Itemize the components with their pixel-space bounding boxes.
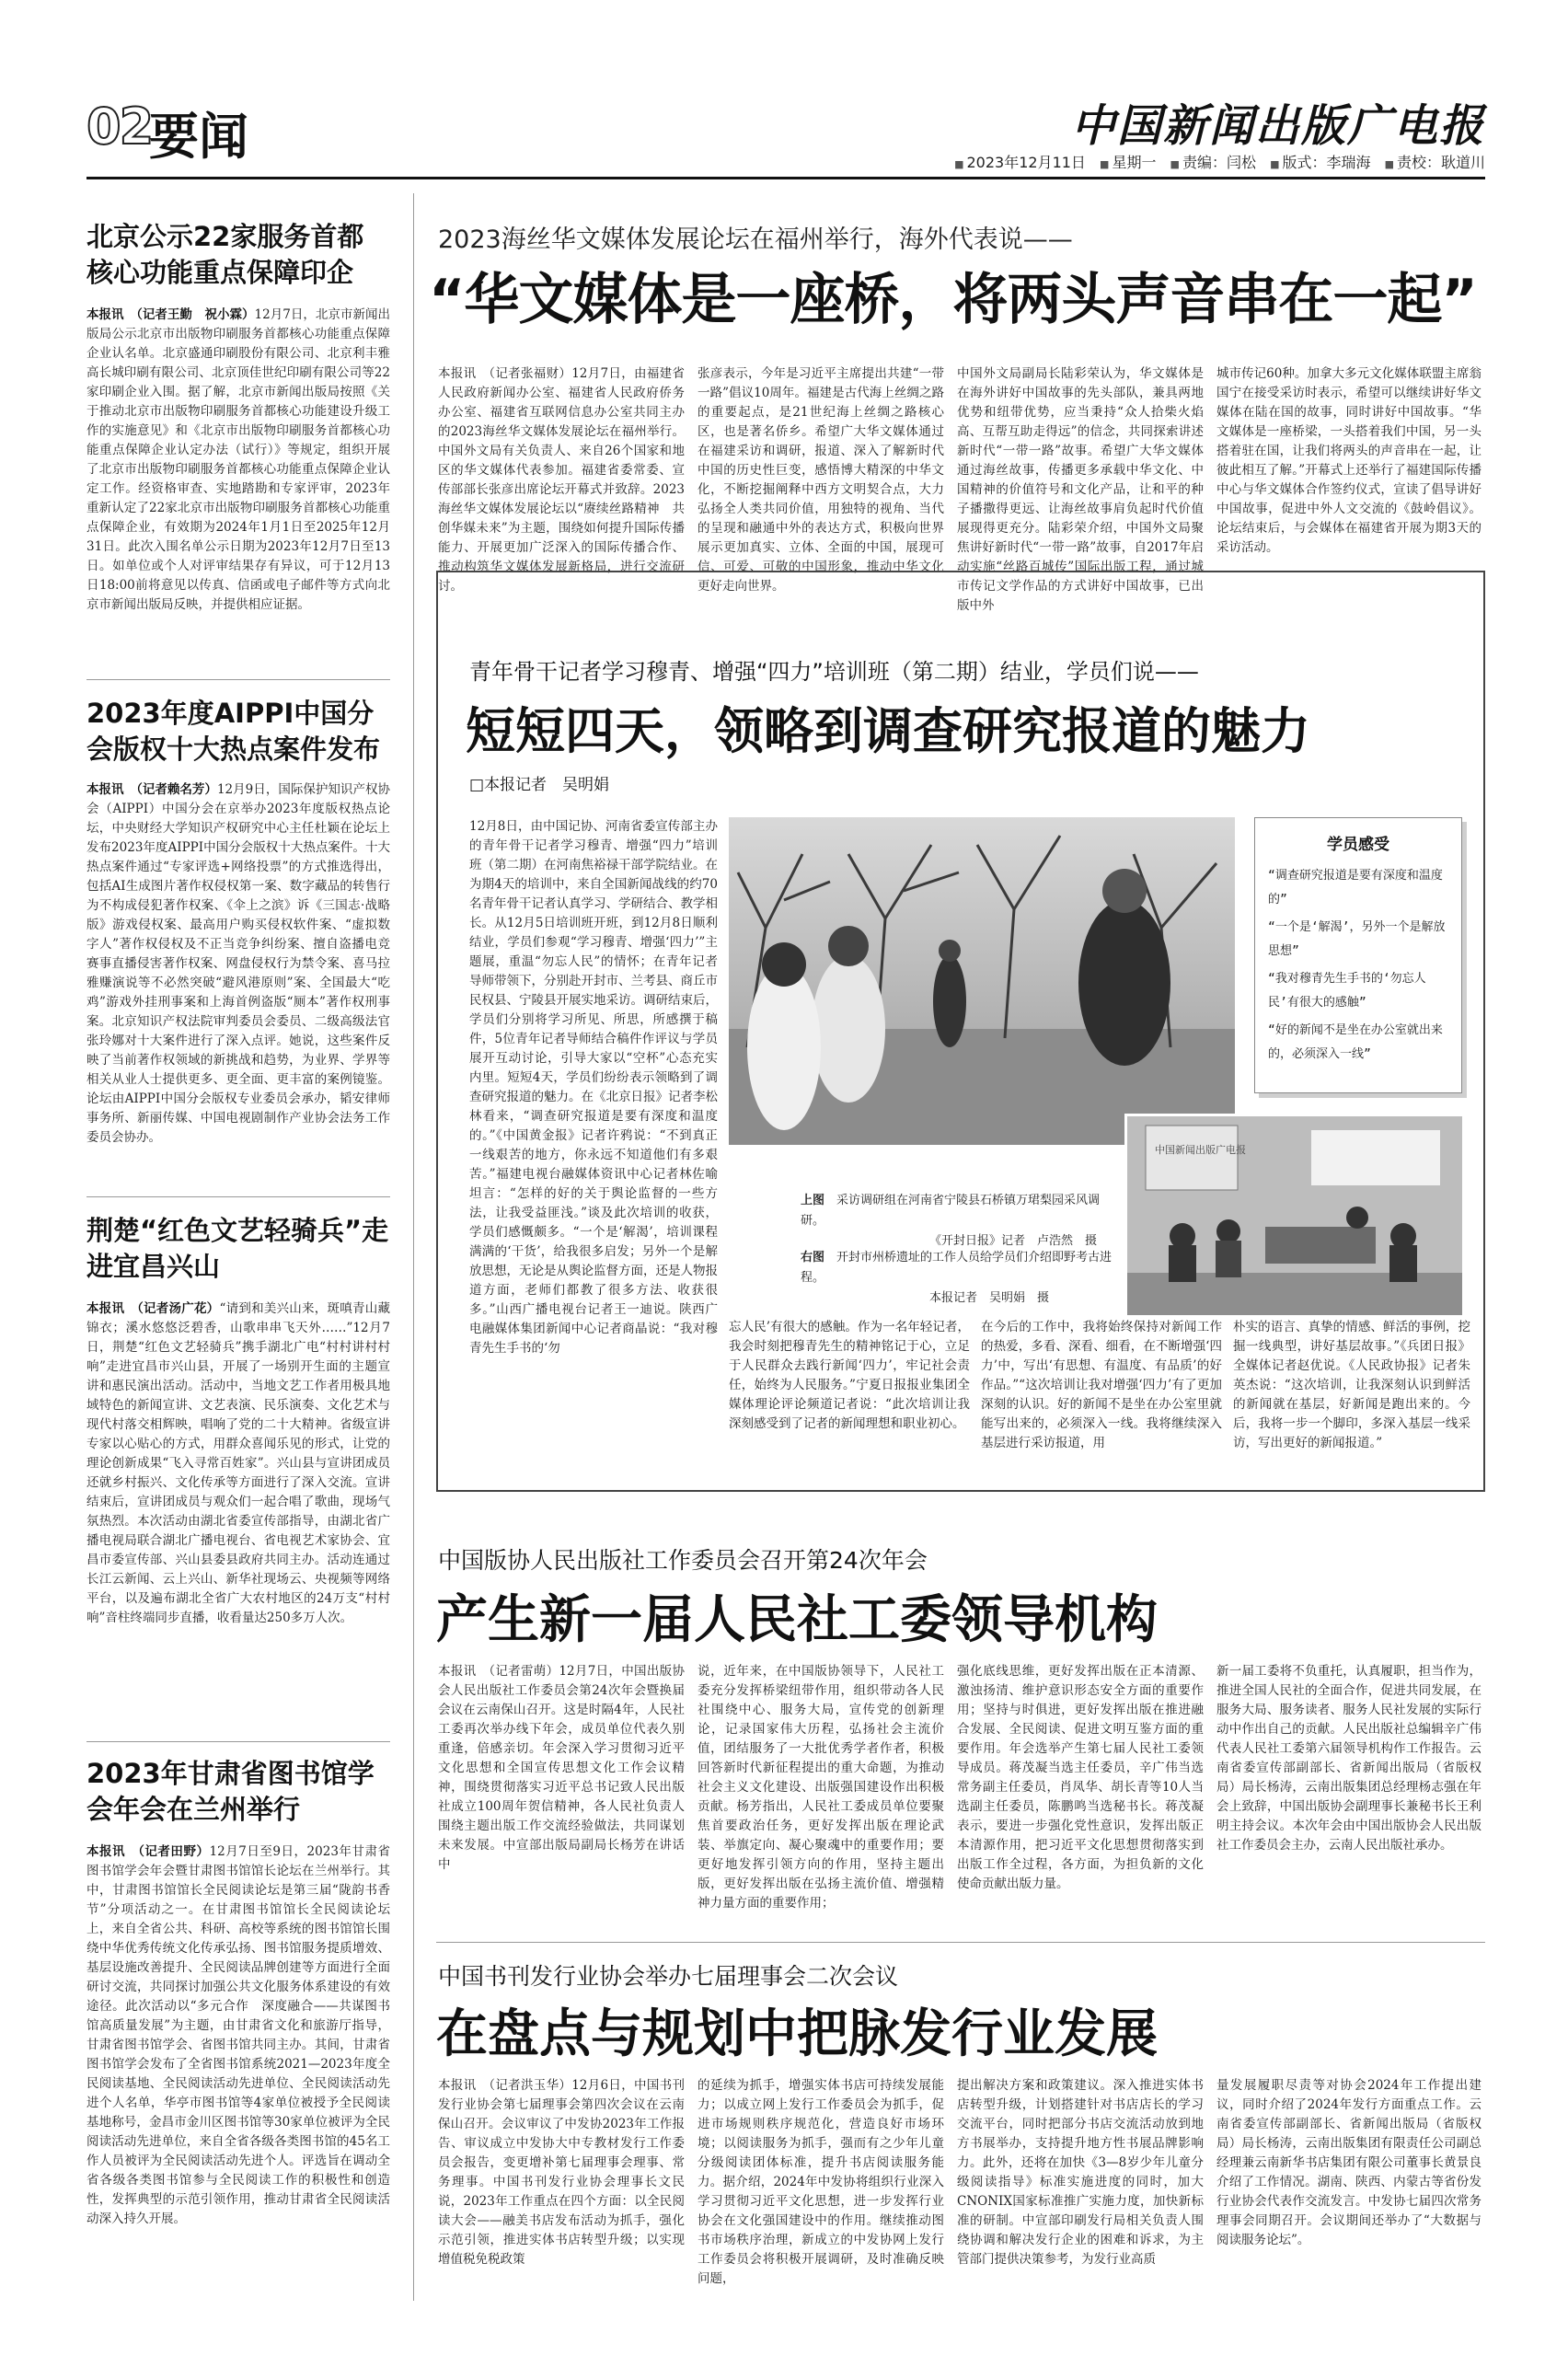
left-article-4-title: 2023年甘肃省图书馆学会年会在兰州举行 xyxy=(86,1758,375,1825)
caption-top-label: 上图 xyxy=(801,1194,825,1207)
left-divider-2 xyxy=(86,1196,390,1197)
issue-proofreader: ■ 责校：耿道川 xyxy=(1385,154,1485,171)
left-article-4-lead: 本报讯 （记者田野） xyxy=(86,1844,210,1859)
feature-bottom-column-2-text: 在今后的工作中，我将始终保持对新闻工作的热爱，多看、深看、细看，在不断增强‘四力’中，写出‘有思想、有温度、有品质’的好作品。”“这次培训让我对增强‘四力’有了更加深刻的认识。好的新闻不是坐在办公室里就能写出来的，必须深入一线。我将继续深入基层进行采访报道，用 xyxy=(981,1320,1222,1450)
masthead-rule xyxy=(86,177,1485,179)
feature-headline: 短短四天，领略到调查研究报道的魅力 xyxy=(466,702,1310,760)
feedback-quote-list xyxy=(1268,864,1452,1070)
issue-editor: ■ 责编：闫松 xyxy=(1170,154,1256,171)
article3-column-2-text: 说，近年来，在中国版协领导下，人民社工委充分发挥桥梁纽带作用，组织带动各人民社围绕中心、服务大局，宣传党的创新理论，记录国家伟大历程，弘扬社会主流价值，团结服务了一大批优秀学者作者，积极回答新时代新征程提出的重大命题，为推动社会主义文化建设、出版强国建设作出积极贡献。杨芳指出，人民社工委成员单位要聚焦首要政治任务，更好发挥出版在理论武装、举旗定向、凝心聚魂中的重要作用；要更好地发挥引领方向的作用，坚持主题出版，更好发挥出版在弘扬主流价值、增强精神力量方面的重要作用； xyxy=(698,1664,944,1911)
issue-weekday: ■ 星期一 xyxy=(1100,154,1156,171)
lead-column-1-text: 本报讯 （记者张福财）12月7日，由福建省人民政府新闻办公室、福建省人民政府侨务办公室、福建省互联网信息办公室共同主办的2023海丝华文媒体发展论坛在福州举行。中国外文局有关负责人、来自26个国家和地区的华文媒体代表参加。福建省委常委、宣传部部长张彦出席论坛开幕式并致辞。2023海丝华文媒体发展论坛以“赓续丝路精神 共创华媒未来”为主题，围绕如何提升国际传播能力、开展更加广泛深入的国际传播合作、推动构筑华文媒体发展新格局，进行交流研讨。 xyxy=(438,366,685,594)
feature-bottom-column-1-text: 忘人民’有很大的感触。作为一名年轻记者，我会时刻把穆青先生的精神铭记于心，立足于人民群众去践行新闻‘四力’，牢记社会责任，始终为人民服务。”宁夏日报报业集团全媒体理论评论频道记者说：“此次培训让我深刻感受到了记者的新闻理想和职业初心。 xyxy=(729,1320,970,1431)
feedback-quote: “一个是‘解渴’，另外一个是解放思想” xyxy=(1268,920,1446,958)
caption-right-label: 右图 xyxy=(801,1251,825,1265)
article4-column-2-text: 的延续为抓手，增强实体书店可持续发展能力；以成立网上发行工作委员会为抓手，促进市场规则秩序规范化，营造良好市场环境；以阅读服务为抓手，强而有之少年儿童分级阅读团体标准，提升书店阅读服务能力。据介绍，2024年中发协将组织行业深入学习贯彻习近平文化思想，进一步发挥行业协会在文化强国建设中的作用。继续推动图书市场秩序治理，新成立的中发协网上发行工作委员会将积极开展调研，及时准确反映问题， xyxy=(698,2078,944,2286)
article3-headline: 产生新一届人民社工委领导机构 xyxy=(436,1590,1158,1650)
caption-right xyxy=(801,1248,1113,1309)
article3-column-3-text: 强化底线思维，更好发挥出版在正本清源、激浊扬清、维护意识形态安全方面的重要作用；坚持与时俱进，更好发挥出版在推进融合发展、全民阅读、促进文明互鉴方面的重要作用。年会选举产生第七届人民社工委领导成员。蒋茂凝当选主任委员，辛广伟当选常务副主任委员，肖凤华、胡长青等10人当选副主任委员，陈鹏鸣当选秘书长。蒋茂凝表示，要进一步强化党性意识，发挥出版正本清源作用，把习近平文化思想贯彻落实到出版工作全过程，各方面，为担负新的文化使命贡献出版力量。 xyxy=(957,1664,1204,1891)
feature-bottom-column-2 xyxy=(981,1318,1222,1476)
lead-column-3 xyxy=(957,364,1204,613)
feature-photo-meeting xyxy=(1124,1114,1465,1318)
feature-intro-text: 12月8日，由中国记协、河南省委宣传部主办的青年骨干记者学习穆青、增强“四力”培训班（第二期）在河南焦裕禄干部学院结业。在为期4天的培训中，来自全国新闻战线的约70名青年骨干记者认真学习、学研结合、教学相长。从12月5日培训班开班，到12月8日顺利结业，学员们参观“学习穆青、增强‘四力’”主题展，重温“勿忘人民”的情怀；在青年记者导师带领下，分别赴开封市、兰考县、商丘市民权县、宁陵县开展实地采访。调研结束后，学员们分别将学习所见、所思，所感撰于稿件，5位青年记者导师结合稿件作评议与学员展开互动讨论，引导大家以“空杯”心态充实内里。短短4天，学员们纷纷表示领略到了调查研究报道的魅力。在《北京日报》记者李松林看来，“调查研究报道是要有深度和温度的。”《中国黄金报》记者许鸦说：“不到真正一线艰苦的地方，你永远不知道他们有多艰苦。”福建电视台融媒体资讯中心记者林佐喻坦言：“怎样的好的关于舆论监督的一些方法，让我受益匪浅。”谈及此次培训的收获，学员们感慨颇多。“一个是‘解渴’，培训课程满满的‘干货’，给我很多启发；另外一个是解放思想，无论是从舆论监督方面，还是人物报道方面，老师们都教了很多方法、收获很多。”山西广播电视台记者王一迪说。陕西广电融媒体集团新闻中心记者商晶说：“我对穆青先生手书的‘勿 xyxy=(469,819,718,1356)
caption-right-credit: 本报记者 吴明娟 摄 xyxy=(929,1291,1050,1305)
feedback-quote: “我对穆青先生手书的‘勿忘人民’有很大的感触” xyxy=(1268,972,1426,1010)
article4-column-2 xyxy=(698,2076,944,2301)
article-divider xyxy=(436,1942,1485,1943)
left-article-1-title: 北京公示22家服务首都核心功能重点保障印企 xyxy=(86,221,364,288)
feature-kicker: 青年骨干记者学习穆青、增强“四力”培训班（第二期）结业，学员们说—— xyxy=(469,659,1199,685)
article4-column-1-text: 本报讯 （记者洪玉华）12月6日，中国书刊发行业协会第七届理事会第四次会议在云南保山召开。会议审议了中发协2023年工作报告、审议成立中发协大中专教材发行工作委员会报告，变更增补第七届理事会理事、常务理事。中国书刊发行业协会理事长文民说，2023年工作重点在四个方面：以全民阅读大会——融美书店发布活动为抓手，强化示范引领，推进实体书店转型升级；以实现增值税免税政策 xyxy=(438,2078,685,2267)
article3-column-4-text: 新一届工委将不负重托，认真履职，担当作为，推进全国人民社的全面合作，促进共同发展，在服务大局、服务读者、服务人民社发展的实际行动中作出自己的贡献。人民出版社总编辑辛广伟代表人民社工委第六届领导机构作工作报告。云南省委宣传部副部长、省新闻出版局（省版权局）局长杨涛，云南出版集团总经理杨志强在年会上致辞，中国出版协会副理事长兼秘书长王利明主持会议。本次年会由中国出版协会人民出版社工作委员会主办，云南人民出版社承办。 xyxy=(1216,1664,1482,1853)
lead-column-1 xyxy=(438,364,685,594)
left-article-2-body xyxy=(86,780,390,1178)
left-divider-3 xyxy=(86,1741,390,1742)
lead-column-4 xyxy=(1216,364,1482,558)
article4-kicker: 中国书刊发行业协会举办七届理事会二次会议 xyxy=(438,1963,899,1990)
article3-column-1-text: 本报讯 （记者雷萌）12月7日，中国出版协会人民出版社工作委员会第24次年会暨换届会议在云南保山召开。这是时隔4年，人民社工委再次举办线下年会，成员单位代表久别重逢，倍感亲切。年会深入学习贯彻习近平文化思想和全国宣传思想文化工作会议精神，围绕贯彻落实习近平总书记致人民出版社成立100周年贺信精神，各人民社负责人围绕主题出版工作交流经验做法，共同谋划未来发展。中宣部出版局副局长杨芳在讲话中 xyxy=(438,1664,685,1872)
caption-top-credit: 《开封日报》记者 卢浩然 摄 xyxy=(929,1234,1098,1248)
caption-top-text: 采访调研组在河南省宁陵县石桥镇万珺梨园采风调研。 xyxy=(801,1194,1101,1228)
article4-column-3 xyxy=(957,2076,1204,2301)
feature-bottom-column-3 xyxy=(1233,1318,1470,1476)
feature-byline: □本报记者 吴明娟 xyxy=(469,776,610,794)
student-feedback-box xyxy=(1254,817,1462,1093)
lead-column-3-text: 中国外文局副局长陆彩荣认为，华文媒体是在海外讲好中国故事的先头部队，兼具两地优势和纽带优势，应当秉持“众人拾柴火焰高、互帮互助走得远”的信念，共同探索讲述新时代“一带一路”故事。希望广大华文媒体通过海丝故事，传播更多承载中华文化、中国精神的价值符号和文化产品，让和平的种子播撒得更远、让海丝故事肩负起时代价值展现得更充分。陆彩荣介绍，中国外文局聚焦讲好新时代“一带一路”故事，自2017年启动实施“丝路百城传”国际出版工程，通过城市传记文学作品的方式讲好中国故事，已出版中外 xyxy=(957,366,1204,613)
article3-column-4 xyxy=(1216,1662,1482,1936)
left-article-4-text: 12月7日至9日，2023年甘肃省图书馆学会年会暨甘肃图书馆馆长论坛在兰州举行。其中，甘肃图书馆馆长全民阅读论坛是第三届“陇韵书香节”分项活动之一。在甘肃图书馆馆长全民阅读论坛上，来自全省公共、科研、高校等系统的图书馆馆长围绕中华优秀传统文化传承弘扬、图书馆服务提质增效、基层设施改善提升、全民阅读品牌创建等方面进行全面研讨交流，共同探讨加强公共文化服务体系建设的有效途径。此次活动以“多元合作 深度融合——共谋图书馆高质量发展”为主题，由甘肃省文化和旅游厅指导，甘肃省图书馆学会、省图书馆共同主办。其间，甘肃省图书馆学会发布了全省图书馆系统2021—2023年度全民阅读基地、全民阅读活动先进单位、全民阅读活动先进个人名单，华亭市图书馆等4家单位被授予全民阅读基地称号，金昌市金川区图书馆等30家单位被评为全民阅读活动先进单位，来自全省各级各类图书馆的45名工作人员被评为全民阅读活动先进个人。评选旨在调动全省各级各类图书馆参与全民阅读工作的积极性和创造性，发挥典型的示范引领作用，推动甘肃省全民阅读活动深入持久开展。 xyxy=(86,1844,391,2226)
left-article-2-lead: 本报讯 （记者赖名芳） xyxy=(86,782,217,797)
article4-column-1 xyxy=(438,2076,685,2301)
article4-column-3-text: 提出解决方案和政策建议。深入推进实体书店转型升级，计划搭建针对书店店长的学习交流平台，同时把部分书店交流活动放到地方书展举办，支持提升地方性书展品牌影响力。此外，还将在加快《3—8岁少年儿童分级阅读指导》标准实施进度的同时，加大CNONIX国家标准推广实施力度，加快新标准的研制。中宣部印刷发行局相关负责人围绕协调和解决发行企业的困难和诉求，为主管部门提供决策参考，为发行业高质 xyxy=(957,2078,1204,2267)
article4-column-4 xyxy=(1216,2076,1482,2301)
page-number: 02 xyxy=(86,98,153,156)
section-title: 要闻 xyxy=(149,108,248,166)
feature-bottom-column-1 xyxy=(729,1318,970,1476)
feature-photo-orchard xyxy=(729,817,1235,1145)
left-article-1-lead: 本报讯 （记者王勤 祝小霖） xyxy=(86,307,255,322)
article4-headline: 在盘点与规划中把脉发行业发展 xyxy=(436,2004,1158,2064)
issue-meta xyxy=(954,151,1485,172)
left-article-3-text: “请到和美兴山来，斑嗔青山藏锦衣；溪水悠悠泛碧香，山歌串串飞天外……”12月7日，荆楚“红色文艺轻骑兵”携手湖北广电“村村讲村村响”走进宜昌市兴山县，开展了一场别开生面的主题宣讲和惠民演出活动。活动中，当地文艺工作者用极具地域特色的新闻宣讲、文艺表演、民乐演奏、文化艺术与现代村落交相辉映，唱响了党的二十大精神。省级宣讲专家以心贴心的方式，用群众喜闻乐见的形式，让党的理论创新成果“飞入寻常百姓家”。兴山县与宣讲团成员还就乡村振兴、文化传承等方面进行了深入交流。宣讲结束后，宣讲团成员与观众们一起合唱了歌曲，现场气氛热烈。本次活动由湖北省委宣传部指导，由湖北省广播电视局联合湖北广播电视台、省电视艺术家协会、宜昌市委宣传部、兴山县委县政府共同主办。活动连通过长江云新闻、云上兴山、新华社现场云、央视频等网络平台，以及遍布湖北全省广大农村地区的24万支“村村响”音柱终端同步直播，收看量达250多万人次。 xyxy=(86,1301,391,1625)
left-article-1-text: 12月7日，北京市新闻出版局公示北京市出版物印刷服务首都核心功能重点保障企业认名单。北京盛通印刷股份有限公司、北京利丰雅高长城印刷有限公司、北京顶佳世纪印刷有限公司等22家印刷企业入围。据了解，北京市新闻出版局按照《关于推动北京市出版物印刷服务首都核心功能建设升级工作的实施意见》和《北京市出版物印刷服务首都核心功能重点保障企业认定办法（试行）》等规定，组织开展了北京市出版物印刷服务首都核心功能重点保障企业认定工作。经资格审查、实地踏勘和专家评审，2023年重新认定了22家北京市出版物印刷服务首都核心功能重点保障企业，有效期为2024年1月1日至2025年12月31日。此次入围名单公示日期为2023年12月7日至13日。如单位或个人对评审结果存有异议，可于12月13日18:00前将意见以传真、信函或电子邮件等方式向北京市新闻出版局反映，并提供相应证据。 xyxy=(86,307,390,612)
feature-intro-column xyxy=(469,817,718,1356)
left-article-2-title: 2023年度AIPPI中国分会版权十大热点案件发布 xyxy=(86,698,381,765)
lead-column-2 xyxy=(698,364,944,594)
left-divider-1 xyxy=(86,679,390,680)
issue-date: ■ 2023年12月11日 xyxy=(954,154,1086,171)
lead-headline: “华文媒体是一座桥，将两头声音串在一起” xyxy=(429,268,1477,332)
feedback-box-title: 学员感受 xyxy=(1327,836,1389,854)
feedback-quote: “好的新闻不是坐在办公室就出来的，必须深入一线” xyxy=(1268,1023,1443,1061)
lead-kicker: 2023海丝华文媒体发展论坛在福州举行，海外代表说—— xyxy=(438,225,1073,254)
caption-top xyxy=(801,1191,1113,1252)
feature-bottom-column-3-text: 朴实的语言、真挚的情感、鲜活的事例，挖掘一线典型，讲好基层故事。”《兵团日报》全媒体记者赵优说。《人民政协报》记者朱英杰说：“这次培训，让我深刻认识到鲜活的新闻就在基层，好新闻是跑出来的。今后，我将一步一个脚印，多深入基层一线采访，写出更好的新闻报道。” xyxy=(1233,1320,1470,1450)
newspaper-logo: 中国新闻出版广电报 xyxy=(1070,100,1485,152)
article4-column-4-text: 量发展履职尽责等对协会2024年工作提出建议，同时介绍了2024年发行方面重点工作。云南省委宣传部副部长、省新闻出版局（省版权局）局长杨涛，云南出版集团有限责任公司副总经理兼云南新华书店集团有限公司董事长黄景良介绍了工作情况。湖南、陕西、内蒙古等省份发行业协会代表作交流发言。中发协七届四次常务理事会同期召开。会议期间还举办了“大数据与阅读服务论坛”。 xyxy=(1216,2078,1482,2247)
article3-column-3 xyxy=(957,1662,1204,1936)
left-article-4-body xyxy=(86,1842,390,2303)
caption-right-text: 开封市州桥遗址的工作人员给学员们介绍即野考古进程。 xyxy=(801,1251,1113,1285)
lead-column-2-text: 张彦表示，今年是习近平主席提出共建“一带一路”倡议10周年。福建是古代海上丝绸之路的重要起点，是21世纪海上丝绸之路核心区，也是著名侨乡。希望广大华文媒体通过在福建采访和调研，报道、深入了解新时代中国的历史性巨变，感悟博大精深的中华文化，不断挖掘阐释中西方文明契合点，大力弘扬全人类共同价值，用独特的视角、当代的呈现和融通中外的表达方式，积极向世界展示更加真实、立体、全面的中国，展现可信、可爱、可敬的中国形象，推动中华文化更好走向世界。 xyxy=(698,366,944,594)
left-article-3-title: 荆楚“红色文艺轻骑兵”走进宜昌兴山 xyxy=(86,1215,389,1282)
column-divider xyxy=(413,193,414,2301)
meeting-scene-image xyxy=(1127,1116,1462,1315)
feedback-quote: “调查研究报道是要有深度和温度的” xyxy=(1268,869,1443,907)
issue-designer: ■ 版式：李瑞海 xyxy=(1270,154,1370,171)
orchard-scene-image xyxy=(729,817,1235,1145)
left-article-2-text: 12月9日，国际保护知识产权协会（AIPPI）中国分会在京举办2023年度版权热点论坛，中央财经大学知识产权研究中心主任杜颖在论坛上发布2023年度AIPPI中国分会版权十大热点案件。十大热点案件通过“专家评选+网络投票”的方式推选得出，包括AI生成图片著作权侵权第一案、数字藏品的转售行为不构成侵犯著作权案、《伞上之滨》诉《三国志·战略版》游戏侵权案、最高用户购买侵权软件案、“虚拟数字人”著作权侵权及不正当竞争纠纷案、擅自盗播电竞赛事直播侵害著作权案、网盘侵权行为禁令案、喜马拉雅赚演说等不必然突破“避风港原则”案、全国最大“吃鸡”游戏外挂刑事案和上海首例盗版“厕本”著作权刑事案。北京知识产权法院审判委员会委员、二级高级法官张玲娜对十大案件进行了深入点评。她说，这些案件反映了当前著作权领域的新挑战和趋势，为业界、学界等相关从业人士提供更多、更全面、更丰富的案例镜鉴。论坛由AIPPI中国分会版权专业委员会承办，韬安律师事务所、新丽传媒、中国电视剧制作产业协会法务工作委员会协办。 xyxy=(86,782,390,1145)
article3-column-1 xyxy=(438,1662,685,1936)
article3-column-2 xyxy=(698,1662,944,1936)
left-article-1-body xyxy=(86,306,390,661)
article3-kicker: 中国版协人民出版社工作委员会召开第24次年会 xyxy=(438,1547,928,1574)
meeting-screen-text: 中国新闻出版广电报 xyxy=(1155,1144,1246,1156)
lead-column-4-text: 城市传记60种。加拿大多元文化媒体联盟主席翁国宁在接受采访时表示，希望可以继续讲好华文媒体在陆在国的故事，同时讲好中国故事。“华文媒体是一座桥梁，一头搭着我们中国，另一头搭着驻在国，让我们将两头的声音串在一起，让彼此相互了解。”开幕式上还举行了福建国际传播中心与华文媒体合作签约仪式，宣读了倡导讲好中国故事，促进中外人文交流的《鼓岭倡议》。论坛结束后，与会媒体在福建省开展为期3天的采访活动。 xyxy=(1216,366,1482,555)
left-article-3-lead: 本报讯 （记者汤广花） xyxy=(86,1301,220,1316)
